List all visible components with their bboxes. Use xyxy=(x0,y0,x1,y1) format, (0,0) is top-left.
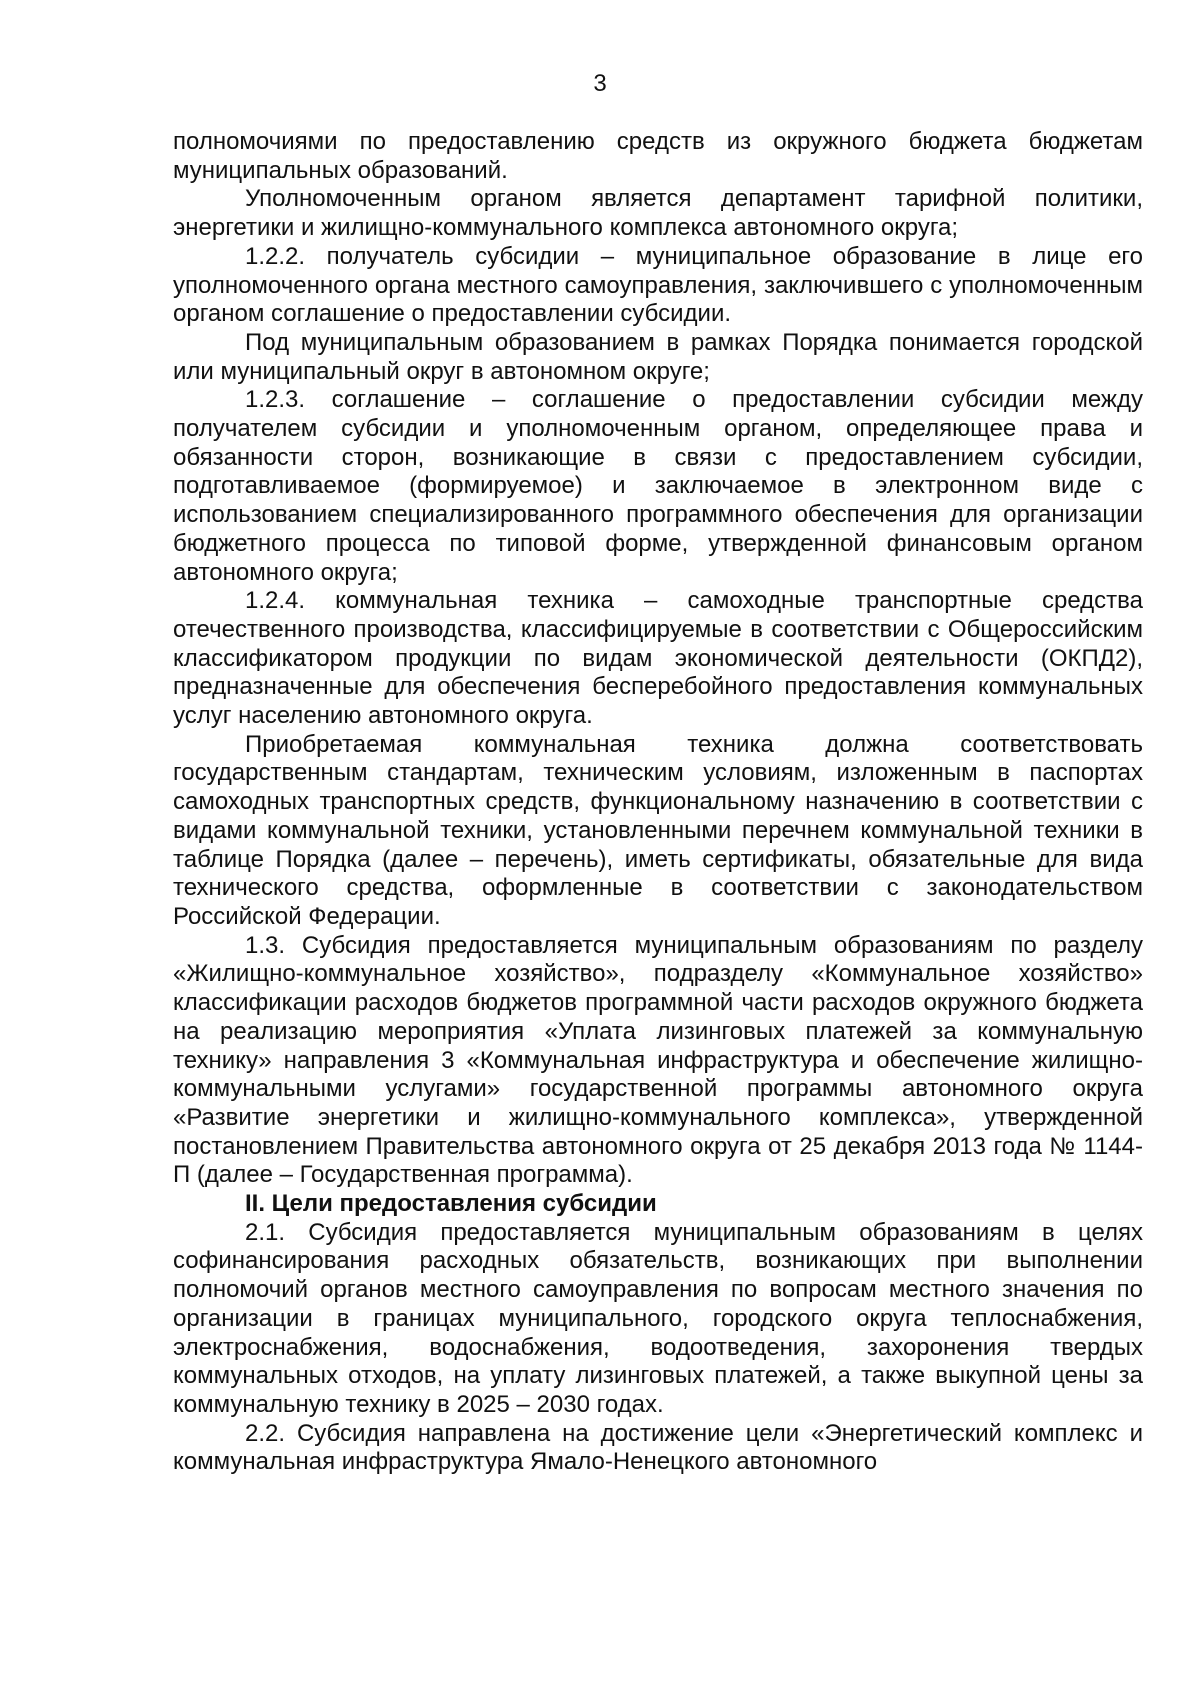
paragraph: Уполномоченным органом является департамент тарифной политики, энергетики и жилищно-коммунального комплекса автономного округа; xyxy=(173,185,1143,242)
paragraph: 1.3. Субсидия предоставляется муниципальным образованиям по разделу «Жилищно-коммунальное хозяйство», подразделу «Коммунальное хозяйство» классификации расходов бюджетов программной части расходов окружного бюджета на реализацию мероприятия «Уплата лизинговых платежей за коммунальную технику» направления 3 «Коммунальная инфраструктура и обеспечение жилищно-коммунальными услугами» государственной программы автономного округа «Развитие энергетики и жилищно-коммунального комплекса», утвержденной постановлением Правительства автономного округа от 25 декабря 2013 года № 1144-П (далее – Государственная программа). xyxy=(173,931,1143,1189)
paragraph: 1.2.2. получатель субсидии – муниципальное образование в лице его уполномоченного органа местного самоуправления, заключившего с уполномоченным органом соглашение о предоставлении субсидии. xyxy=(173,242,1143,328)
paragraph: 2.2. Субсидия направлена на достижение цели «Энергетический комплекс и коммунальная инфраструктура Ямало-Ненецкого автономного xyxy=(173,1419,1143,1476)
paragraph: 2.1. Субсидия предоставляется муниципальным образованиям в целях софинансирования расходных обязательств, возникающих при выполнении полномочий органов местного самоуправления по вопросам местного значения по организации в границах муниципального, городского округа теплоснабжения, электроснабжения, водоснабжения, водоотведения, захоронения твердых коммунальных отходов, на уплату лизинговых платежей, а также выкупной цены за коммунальную технику в 2025 – 2030 годах. xyxy=(173,1218,1143,1418)
paragraph: 1.2.3. соглашение – соглашение о предоставлении субсидии между получателем субсидии и уполномоченным органом, определяющее права и обязанности сторон, возникающие в связи с предоставлением субсидии, подготавливаемое (формируемое) и заключаемое в электронном виде с использованием специализированного программного обеспечения для организации бюджетного процесса по типовой форме, утвержденной финансовым органом автономного округа; xyxy=(173,386,1143,586)
paragraph: Приобретаемая коммунальная техника должна соответствовать государственным стандартам, техническим условиям, изложенным в паспортах самоходных транспортных средств, функциональному назначению в соответствии с видами коммунальной техники, установленными перечнем коммунальной техники в таблице Порядка (далее – перечень), иметь сертификаты, обязательные для вида технического средства, оформленные в соответствии с законодательством Российской Федерации. xyxy=(173,730,1143,930)
page-number: 3 xyxy=(593,70,607,97)
paragraph: Под муниципальным образованием в рамках Порядка понимается городской или муниципальный округ в автономном округе; xyxy=(173,328,1143,385)
paragraph: полномочиями по предоставлению средств из окружного бюджета бюджетам муниципальных образований. xyxy=(173,128,1143,184)
section-heading: II. Цели предоставления субсидии xyxy=(245,1190,657,1218)
document-body xyxy=(173,128,1143,1477)
paragraph: 1.2.4. коммунальная техника – самоходные транспортные средства отечественного производства, классифицируемые в соответствии с Общероссийским классификатором продукции по видам экономической деятельности (ОКПД2), предназначенные для обеспечения бесперебойного предоставления коммунальных услуг населению автономного округа. xyxy=(173,587,1143,730)
